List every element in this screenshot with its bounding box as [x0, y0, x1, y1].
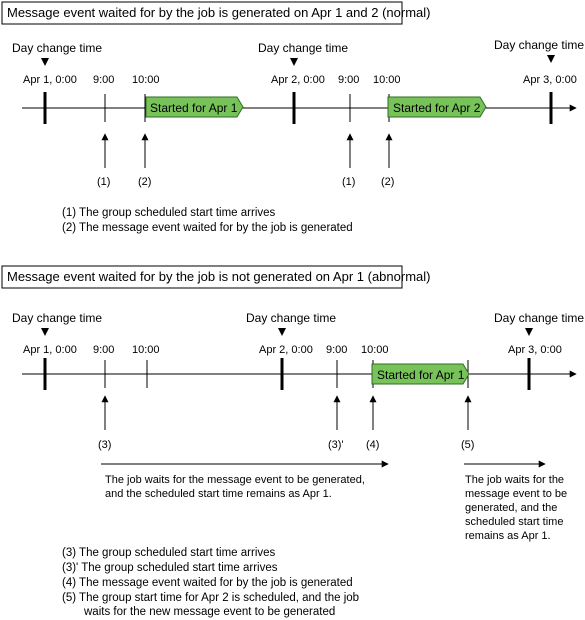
day-change-marker-icon	[290, 58, 298, 66]
run-bar-label: Started for Apr 2	[393, 101, 481, 115]
day-change-label: Day change time	[494, 38, 585, 52]
wait-note-line: message event to be	[465, 488, 568, 500]
event-label: (3)'	[328, 439, 344, 451]
day-change-marker-icon	[525, 328, 533, 336]
day-change-label: Day change time	[494, 311, 585, 325]
legend-item: (4) The message event waited for by the job is generated	[62, 577, 353, 589]
time-label: Apr 3, 0:00	[523, 74, 577, 86]
wait-note-line: The job waits for the	[465, 474, 565, 486]
event-label: (1)	[97, 176, 111, 188]
section2-title: Message event waited for by the job is not generated on Apr 1 (abnormal)	[7, 269, 431, 284]
day-change-label: Day change time	[12, 41, 103, 55]
time-label: 9:00	[326, 344, 348, 356]
time-label: 9:00	[93, 74, 115, 86]
time-label: Apr 2, 0:00	[259, 344, 313, 356]
time-label: 10:00	[132, 344, 160, 356]
time-label: 10:00	[373, 74, 401, 86]
time-label: 10:00	[361, 344, 389, 356]
time-label: 9:00	[338, 74, 360, 86]
day-change-marker-icon	[547, 55, 555, 63]
wait-note-line: and the scheduled start time remains as Apr 1.	[105, 488, 332, 500]
legend-item: (5) The group start time for Apr 2 is scheduled, and the job	[62, 592, 360, 604]
event-label: (2)	[381, 176, 395, 188]
time-label: Apr 3, 0:00	[508, 344, 562, 356]
run-bar-label: Started for Apr 1	[150, 101, 238, 115]
event-label: (1)	[342, 176, 356, 188]
time-label: 10:00	[132, 74, 160, 86]
event-label: (3)	[98, 439, 112, 451]
event-label: (5)	[461, 439, 475, 451]
day-change-marker-icon	[41, 58, 49, 66]
section-normal	[2, 2, 584, 234]
day-change-label: Day change time	[246, 311, 337, 325]
section1-title: Message event waited for by the job is generated on Apr 1 and 2 (normal)	[7, 5, 431, 20]
legend-item: (3)' The group scheduled start time arrives	[62, 562, 278, 574]
time-label: Apr 2, 0:00	[271, 74, 325, 86]
time-label: 9:00	[93, 344, 115, 356]
time-label: Apr 1, 0:00	[23, 344, 77, 356]
legend-item: waits for the new message event to be generated	[84, 606, 336, 618]
wait-note-line: generated, and the	[465, 502, 558, 514]
day-change-marker-icon	[278, 328, 286, 336]
run-bar-label: Started for Apr 1	[377, 368, 465, 382]
day-change-label: Day change time	[258, 41, 349, 55]
time-label: Apr 1, 0:00	[23, 74, 77, 86]
event-label: (2)	[138, 176, 152, 188]
section-abnormal	[2, 266, 584, 618]
wait-note-line: scheduled start time	[465, 516, 564, 528]
legend-item: (1) The group scheduled start time arrives	[62, 207, 276, 219]
legend-item: (3) The group scheduled start time arrives	[62, 547, 276, 559]
day-change-label: Day change time	[12, 311, 103, 325]
legend-item: (2) The message event waited for by the job is generated	[62, 222, 353, 234]
day-change-marker-icon	[41, 328, 49, 336]
wait-note-line: The job waits for the message event to be generated,	[105, 474, 365, 486]
event-label: (4)	[366, 439, 380, 451]
wait-note-line: remains as Apr 1.	[465, 530, 551, 542]
